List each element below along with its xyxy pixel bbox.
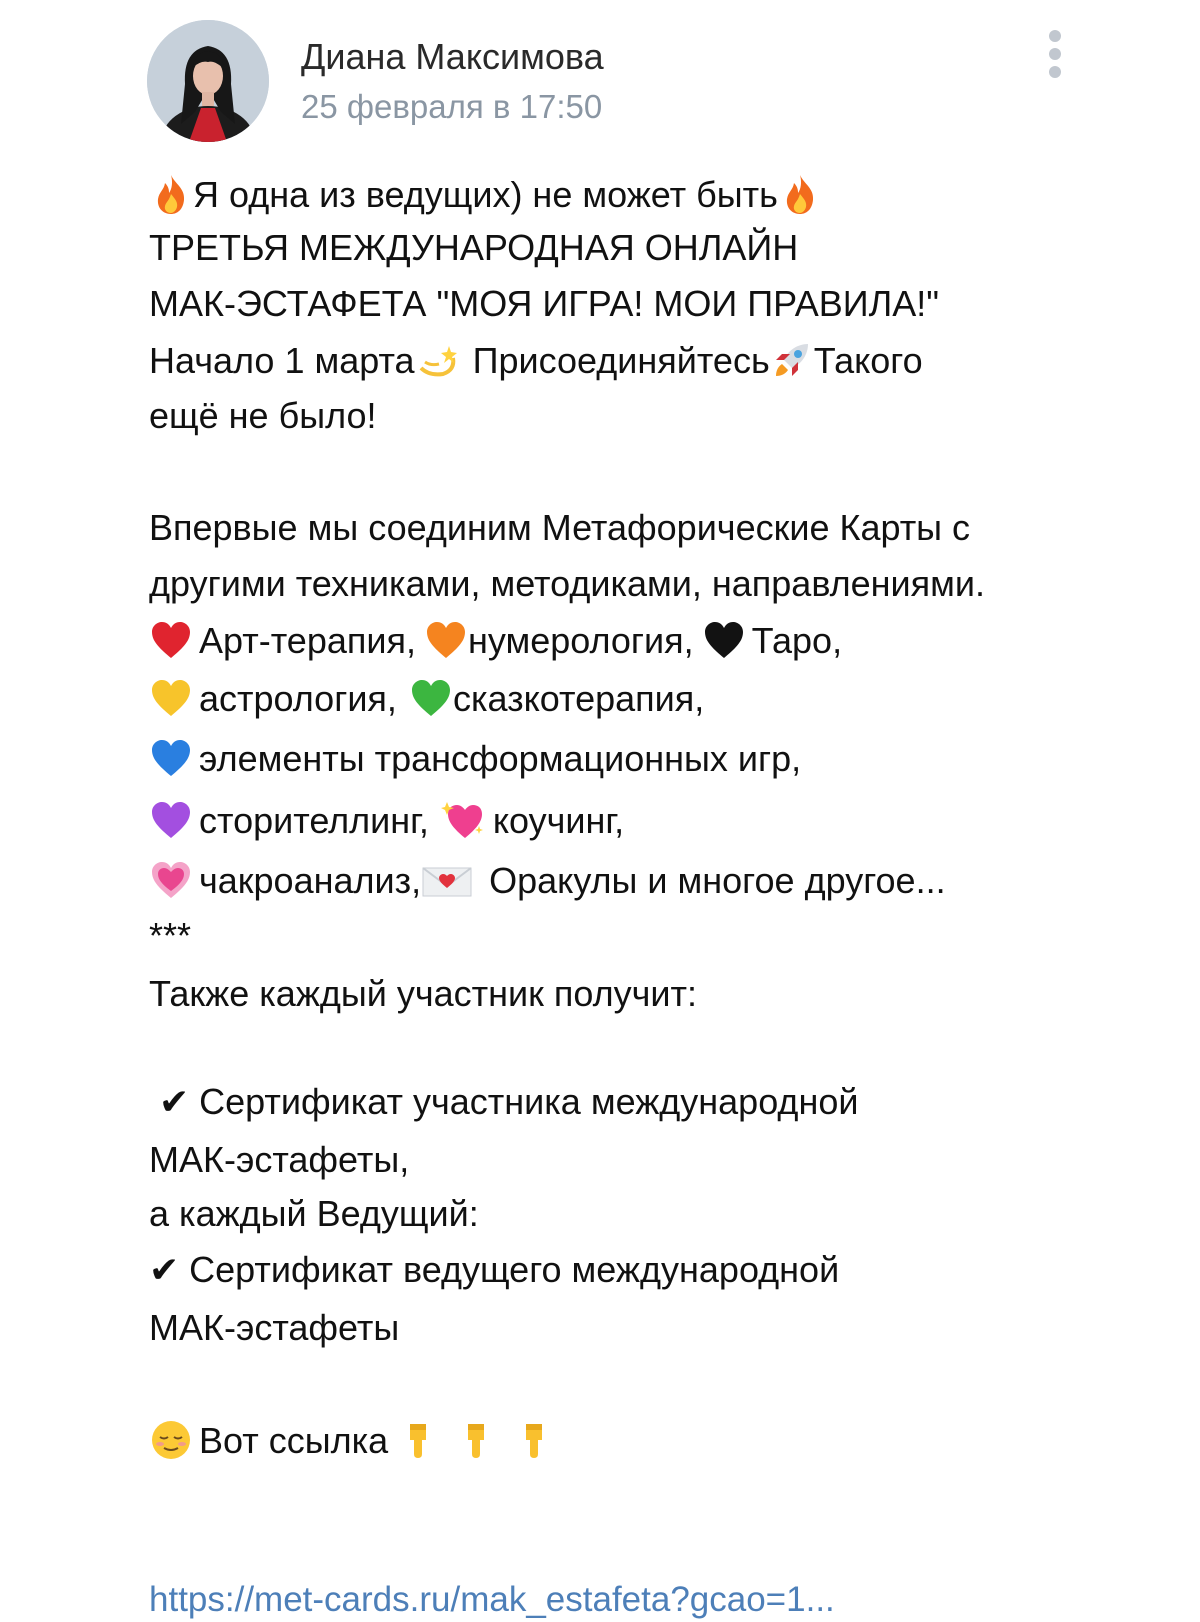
point-down-icon — [396, 1418, 440, 1462]
post-line — [149, 282, 939, 326]
growing-heart-icon — [149, 858, 193, 902]
fire-icon — [149, 172, 193, 216]
post-text: сказкотерапия, — [452, 678, 705, 719]
post-text: коучинг, — [492, 800, 625, 841]
post-line — [149, 736, 801, 781]
post-text: Такого — [813, 340, 923, 381]
post-line — [149, 226, 798, 270]
fire-icon — [778, 172, 822, 216]
dizzy-icon — [415, 338, 459, 382]
point-down-icon — [512, 1418, 556, 1462]
post-line — [149, 1418, 556, 1463]
post-line — [149, 1248, 839, 1292]
post-link[interactable]: https://met-cards.ru/mak_estafeta?gcao=1... — [149, 1580, 835, 1619]
post-line — [149, 1080, 858, 1124]
post-text: нумерология, — [467, 620, 694, 661]
post-text: Я одна из ведущих) не может быть — [193, 174, 778, 215]
post-text: Таро, — [751, 620, 843, 661]
post-line — [149, 506, 970, 550]
red-heart-icon — [149, 618, 193, 662]
post-line — [149, 1138, 409, 1182]
post-text: Арт-терапия, — [199, 620, 416, 661]
purple-heart-icon — [149, 798, 193, 842]
post-text: Вот ссылка — [199, 1420, 389, 1461]
relieved-face-icon — [149, 1418, 193, 1462]
black-heart-icon — [702, 618, 746, 662]
post-text: ✔ Сертификат участника международной — [159, 1081, 859, 1122]
post-text: ТРЕТЬЯ МЕЖДУНАРОДНАЯ ОНЛАЙН — [149, 227, 799, 268]
post-date[interactable]: 25 февраля в 17:50 — [301, 88, 603, 125]
post-text: другими техниками, методиками, направлениями. — [149, 563, 985, 604]
post-line — [149, 338, 923, 383]
blue-heart-icon — [149, 736, 193, 780]
post-text: Впервые мы соединим Метафорические Карты с — [149, 507, 971, 548]
post-header — [147, 20, 1077, 142]
green-heart-icon — [409, 676, 453, 720]
post-line — [149, 1192, 479, 1236]
point-down-icon — [454, 1418, 498, 1462]
post-text: а каждый Ведущий: — [149, 1193, 479, 1234]
post-text: Присоединяйтесь — [472, 340, 770, 381]
post-text: элементы трансформационных игр, — [199, 738, 802, 779]
post-text: сторителлинг, — [199, 800, 429, 841]
post-line — [149, 914, 191, 958]
post-text: МАК-ЭСТАФЕТА "МОЯ ИГРА! МОИ ПРАВИЛА!" — [149, 283, 940, 324]
post-line — [149, 1306, 399, 1350]
avatar[interactable] — [147, 20, 269, 142]
author-name[interactable]: Диана Максимова — [301, 36, 604, 77]
post-text: *** — [149, 915, 192, 956]
post-text: МАК-эстафеты — [149, 1307, 400, 1348]
post-text: Оракулы и многое другое... — [489, 860, 946, 901]
post-text: Начало 1 марта — [149, 340, 415, 381]
more-vertical-icon[interactable] — [1041, 30, 1069, 90]
yellow-heart-icon — [149, 676, 193, 720]
post-line — [149, 676, 704, 721]
post-text: Также каждый участник получит: — [149, 973, 697, 1014]
post-line — [149, 798, 624, 843]
post-line — [149, 618, 842, 663]
post-text: ещё не было! — [149, 395, 377, 436]
post-text: чакроанализ, — [199, 860, 422, 901]
rocket-icon — [770, 338, 814, 382]
post-line — [149, 172, 822, 217]
post-text: астрология, — [199, 678, 397, 719]
orange-heart-icon — [424, 618, 468, 662]
post-text: МАК-эстафеты, — [149, 1139, 410, 1180]
post-line — [149, 562, 985, 606]
sparkling-heart-icon — [441, 798, 485, 842]
post-line — [149, 394, 377, 438]
love-letter-icon — [421, 858, 473, 902]
post-line — [149, 972, 697, 1016]
post-line — [149, 858, 946, 903]
post-text: ✔ Сертификат ведущего международной — [149, 1249, 840, 1290]
